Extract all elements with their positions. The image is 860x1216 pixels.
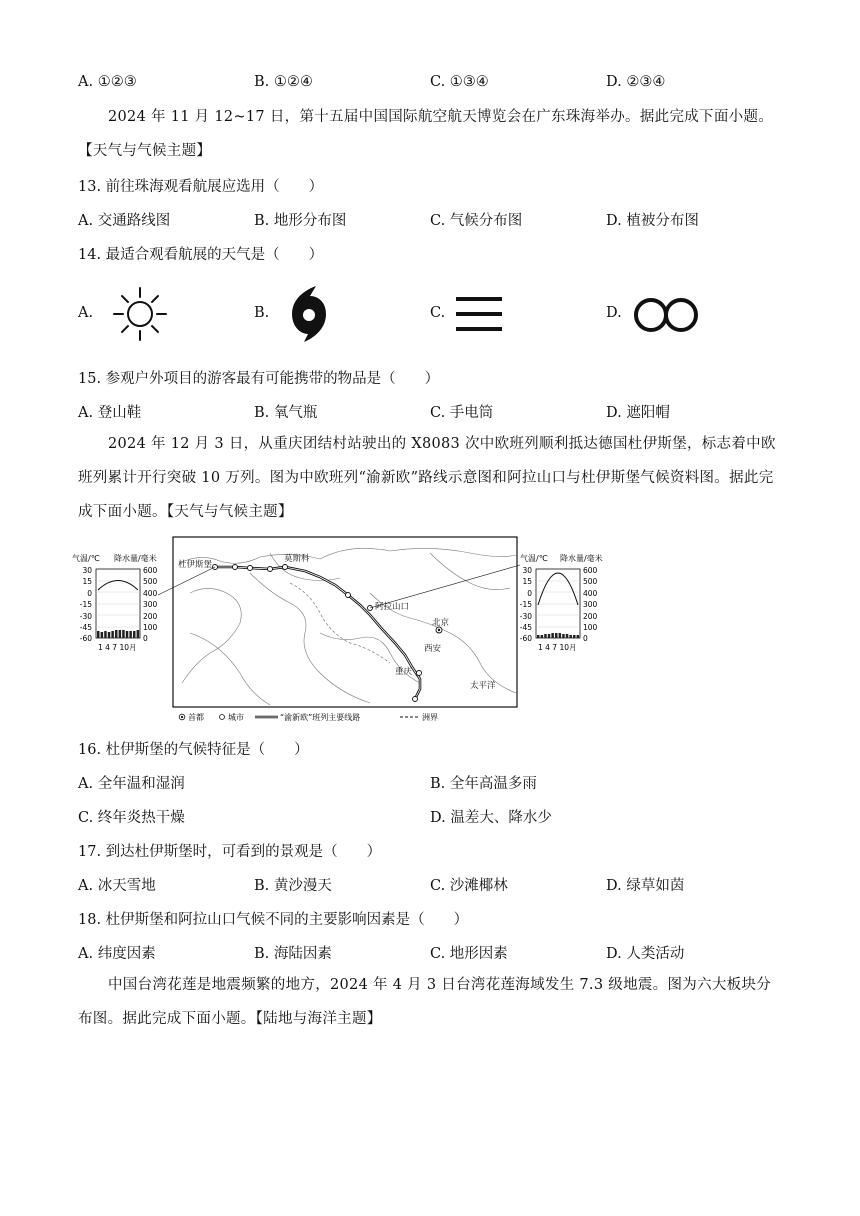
q14-option-d: D. — [606, 305, 622, 321]
left-chart-precip-label: 降水量/毫米 — [114, 554, 157, 563]
svg-text:首都: 首都 — [188, 713, 204, 722]
svg-text:500: 500 — [143, 577, 158, 586]
q14-option-a: A. — [78, 305, 94, 321]
svg-text:30: 30 — [522, 566, 532, 575]
svg-text:-30: -30 — [519, 612, 532, 621]
q18-option-d: D. 人类活动 — [606, 946, 685, 962]
svg-text:600: 600 — [143, 566, 158, 575]
route-map-figure — [70, 533, 610, 723]
q17-option-b: B. 黄沙漫天 — [254, 878, 332, 894]
svg-text:“渝新欧”班列主要线路: “渝新欧”班列主要线路 — [280, 713, 361, 722]
svg-text:400: 400 — [583, 589, 598, 598]
q14-option-b: B. — [254, 305, 270, 321]
question-13: 13. 前往珠海观看航展应选用（ ） — [78, 179, 324, 195]
q18-option-a: A. 纬度因素 — [78, 946, 156, 962]
svg-text:0: 0 — [583, 634, 588, 643]
svg-text:-45: -45 — [79, 623, 92, 632]
q12-option-c: C. ①③④ — [430, 74, 489, 90]
left-chart-months: 1 4 7 10月 — [98, 643, 137, 652]
svg-text:-60: -60 — [79, 634, 92, 643]
svg-text:300: 300 — [143, 600, 158, 609]
svg-text:0: 0 — [143, 634, 148, 643]
svg-text:-15: -15 — [79, 600, 92, 609]
sandstorm-icon — [632, 294, 702, 336]
left-chart-temp-label: 气温/℃ — [72, 554, 100, 563]
question-15: 15. 参观户外项目的游客最有可能携带的物品是（ ） — [78, 371, 440, 387]
svg-text:600: 600 — [583, 566, 598, 575]
route-map — [158, 537, 520, 707]
q14-option-c: C. — [430, 305, 446, 321]
q13-option-a: A. 交通路线图 — [78, 213, 171, 229]
intro-paragraph-train: 2024 年 12 月 3 日，从重庆团结村站驶出的 X8083 次中欧班列顺利抵达德国杜伊斯堡，标志着中欧班列累计开行突破 10 万列。图为中欧班列“渝新欧”路线示意图和阿拉山口与杜伊斯堡气候资料图。据此完成下面小题。【天气与气候主题】 — [78, 436, 776, 520]
svg-text:30: 30 — [82, 566, 92, 575]
svg-text:15: 15 — [82, 577, 92, 586]
svg-text:200: 200 — [583, 612, 598, 621]
q17-option-c: C. 沙滩椰林 — [430, 878, 508, 894]
svg-text:1 4 7 10月: 1 4 7 10月 — [538, 643, 577, 652]
question-16: 16. 杜伊斯堡的气候特征是（ ） — [78, 742, 309, 758]
intro-paragraph-earthquake: 中国台湾花莲是地震频繁的地方，2024 年 4 月 3 日台湾花莲海域发生 7.3 级地震。图为六大板块分布图。据此完成下面小题。【陆地与海洋主题】 — [78, 977, 772, 1027]
label-beijing: 北京 — [432, 618, 450, 628]
q12-option-b: B. ①②④ — [254, 74, 313, 90]
svg-text:100: 100 — [583, 623, 598, 632]
svg-text:-60: -60 — [519, 634, 532, 643]
svg-text:洲界: 洲界 — [422, 713, 438, 722]
svg-text:400: 400 — [143, 589, 158, 598]
q15-option-c: C. 手电筒 — [430, 405, 494, 421]
label-alashankou: 阿拉山口 — [375, 602, 410, 612]
map-legend — [179, 712, 438, 722]
label-moscow: 莫斯科 — [284, 554, 310, 564]
question-14: 14. 最适合观看航展的天气是（ ） — [78, 247, 324, 263]
q16-option-c: C. 终年炎热干燥 — [78, 810, 185, 826]
svg-text:城市: 城市 — [228, 713, 244, 722]
intro-paragraph-airshow: 2024 年 11 月 12~17 日，第十五届中国国际航空航天博览会在广东珠海举办。据此完成下面小题。【天气与气候主题】 — [78, 109, 774, 159]
q18-option-c: C. 地形因素 — [430, 946, 508, 962]
q13-option-d: D. 植被分布图 — [606, 213, 699, 229]
svg-text:200: 200 — [143, 612, 158, 621]
svg-text:气温/℃: 气温/℃ — [520, 554, 548, 563]
q12-option-a: A. ①②③ — [78, 74, 137, 90]
question-17: 17. 到达杜伊斯堡时，可看到的景观是（ ） — [78, 844, 382, 860]
svg-text:300: 300 — [583, 600, 598, 609]
duisburg-climate-chart — [72, 553, 158, 652]
q15-option-a: A. 登山鞋 — [78, 405, 142, 421]
q16-option-d: D. 温差大、降水少 — [430, 810, 552, 826]
label-duisburg: 杜伊斯堡 — [178, 560, 213, 570]
svg-text:-45: -45 — [519, 623, 532, 632]
svg-text:降水量/毫米: 降水量/毫米 — [560, 554, 603, 563]
label-xian: 西安 — [424, 644, 442, 654]
q12-option-d: D. ②③④ — [606, 74, 666, 90]
q13-option-b: B. 地形分布图 — [254, 213, 347, 229]
q16-option-b: B. 全年高温多雨 — [430, 776, 537, 792]
svg-text:100: 100 — [143, 623, 158, 632]
svg-text:-30: -30 — [79, 612, 92, 621]
q13-option-c: C. 气候分布图 — [430, 213, 523, 229]
svg-text:500: 500 — [583, 577, 598, 586]
svg-text:-15: -15 — [519, 600, 532, 609]
svg-text:0: 0 — [87, 589, 92, 598]
svg-text:0: 0 — [527, 589, 532, 598]
alashankou-climate-chart — [520, 553, 603, 652]
q15-option-d: D. 遮阳帽 — [606, 405, 670, 421]
q17-option-a: A. 冰天雪地 — [78, 878, 156, 894]
svg-text:15: 15 — [522, 577, 532, 586]
typhoon-icon — [286, 284, 332, 344]
sunny-icon — [108, 286, 172, 342]
label-pacific: 太平洋 — [470, 681, 496, 691]
label-chongqing: 重庆 — [395, 667, 413, 677]
q17-option-d: D. 绿草如茵 — [606, 878, 685, 894]
question-18: 18. 杜伊斯堡和阿拉山口气候不同的主要影响因素是（ ） — [78, 912, 469, 928]
fog-icon — [454, 294, 504, 334]
q16-option-a: A. 全年温和湿润 — [78, 776, 185, 792]
q18-option-b: B. 海陆因素 — [254, 946, 332, 962]
q15-option-b: B. 氧气瓶 — [254, 405, 318, 421]
